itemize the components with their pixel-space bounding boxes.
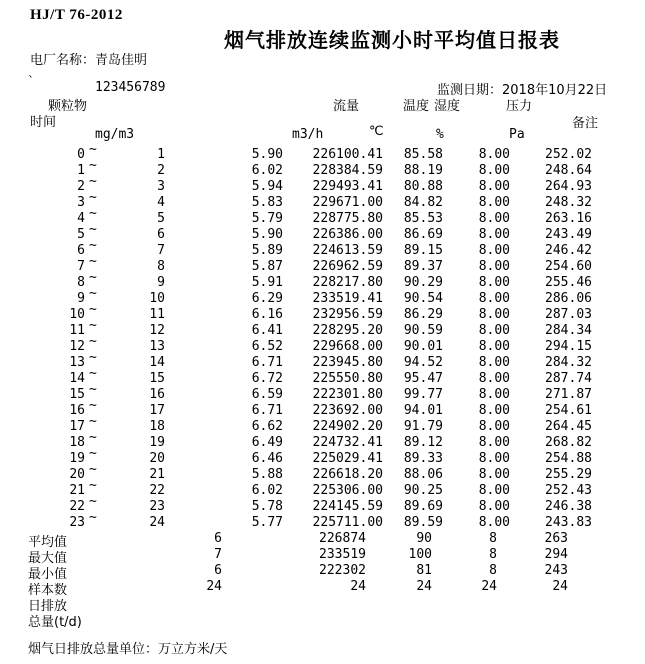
temperature-value: 90.59 <box>403 323 443 338</box>
time-start-value: 15 <box>69 387 85 402</box>
time-end-value: 13 <box>149 339 165 354</box>
summary-label: 最小值 <box>28 567 68 582</box>
time-start-value: 1 <box>77 163 85 178</box>
humidity-value: 8.00 <box>478 195 510 210</box>
summary-temperature-value: 90 <box>416 531 432 546</box>
summary-humidity-value: 8 <box>489 547 497 562</box>
humidity-value: 8.00 <box>478 275 510 290</box>
flow-value: 224902.20 <box>312 419 383 434</box>
temperature-value: 89.37 <box>403 259 443 274</box>
pressure-value: 294.15 <box>545 339 592 354</box>
time-start-value: 11 <box>69 323 85 338</box>
temperature-value: 86.69 <box>403 227 443 242</box>
time-range-tilde: ~ <box>89 254 97 269</box>
flow-value: 223692.00 <box>312 403 383 418</box>
pressure-value: 255.29 <box>545 467 592 482</box>
temperature-value: 84.82 <box>403 195 443 210</box>
temperature-value: 90.29 <box>403 275 443 290</box>
particulate-value: 6.52 <box>251 339 283 354</box>
time-range-tilde: ~ <box>89 270 97 285</box>
humidity-value: 8.00 <box>478 419 510 434</box>
temperature-value: 86.29 <box>403 307 443 322</box>
time-end-value: 18 <box>149 419 165 434</box>
time-range-tilde: ~ <box>89 350 97 365</box>
time-start-value: 23 <box>69 515 85 530</box>
flow-value: 228217.80 <box>312 275 383 290</box>
time-start-value: 17 <box>69 419 85 434</box>
serial-number: 123456789 <box>95 80 166 95</box>
humidity-value: 8.00 <box>478 483 510 498</box>
time-start-value: 0 <box>77 147 85 162</box>
particulate-value: 6.41 <box>251 323 283 338</box>
flow-value: 225029.41 <box>312 451 383 466</box>
summary-particulate-value: 6 <box>214 563 222 578</box>
summary-label: 最大值 <box>28 551 68 566</box>
time-end-value: 5 <box>157 211 165 226</box>
time-end-value: 3 <box>157 179 165 194</box>
time-end-value: 19 <box>149 435 165 450</box>
pressure-value: 264.45 <box>545 419 592 434</box>
summary-humidity-value: 8 <box>489 563 497 578</box>
time-end-value: 15 <box>149 371 165 386</box>
time-end-value: 9 <box>157 275 165 290</box>
flow-value: 226386.00 <box>312 227 383 242</box>
time-range-tilde: ~ <box>89 382 97 397</box>
pressure-value: 252.43 <box>545 483 592 498</box>
flow-value: 225550.80 <box>312 371 383 386</box>
temperature-value: 90.54 <box>403 291 443 306</box>
particulate-value: 5.89 <box>251 243 283 258</box>
pressure-value: 248.32 <box>545 195 592 210</box>
temperature-value: 94.01 <box>403 403 443 418</box>
time-range-tilde: ~ <box>89 206 97 221</box>
humidity-value: 8.00 <box>478 323 510 338</box>
summary-label: 样本数 <box>28 583 68 598</box>
temperature-value: 89.15 <box>403 243 443 258</box>
time-end-value: 4 <box>157 195 165 210</box>
time-start-value: 7 <box>77 259 85 274</box>
summary-humidity-value: 8 <box>489 531 497 546</box>
time-start-value: 5 <box>77 227 85 242</box>
particulate-value: 6.16 <box>251 307 283 322</box>
time-start-value: 22 <box>69 499 85 514</box>
summary-particulate-value: 7 <box>214 547 222 562</box>
time-range-tilde: ~ <box>89 366 97 381</box>
pressure-value: 243.49 <box>545 227 592 242</box>
summary-flow-value: 226874 <box>319 531 366 546</box>
time-range-tilde: ~ <box>89 334 97 349</box>
time-range-tilde: ~ <box>89 158 97 173</box>
particulate-value: 6.49 <box>251 435 283 450</box>
temperature-value: 90.01 <box>403 339 443 354</box>
flow-value: 223945.80 <box>312 355 383 370</box>
time-start-value: 14 <box>69 371 85 386</box>
flow-value: 228775.80 <box>312 211 383 226</box>
time-end-value: 16 <box>149 387 165 402</box>
time-start-value: 13 <box>69 355 85 370</box>
time-start-value: 21 <box>69 483 85 498</box>
unit-pressure: Pa <box>509 127 525 142</box>
pressure-value: 248.64 <box>545 163 592 178</box>
flow-value: 228384.59 <box>312 163 383 178</box>
time-start-value: 8 <box>77 275 85 290</box>
col-header-flow: 流量 <box>333 99 360 114</box>
flow-value: 229493.41 <box>312 179 383 194</box>
time-start-value: 4 <box>77 211 85 226</box>
col-header-pressure: 压力 <box>506 99 533 114</box>
time-start-value: 16 <box>69 403 85 418</box>
time-end-value: 17 <box>149 403 165 418</box>
time-range-tilde: ~ <box>89 142 97 157</box>
time-end-value: 8 <box>157 259 165 274</box>
time-range-tilde: ~ <box>89 478 97 493</box>
time-end-value: 10 <box>149 291 165 306</box>
temperature-value: 89.69 <box>403 499 443 514</box>
particulate-value: 5.90 <box>251 147 283 162</box>
summary-pressure-value: 24 <box>552 579 568 594</box>
table-row <box>0 510 645 531</box>
summary-humidity-value: 24 <box>481 579 497 594</box>
humidity-value: 8.00 <box>478 291 510 306</box>
particulate-value: 6.71 <box>251 403 283 418</box>
summary-flow-value: 233519 <box>319 547 366 562</box>
time-end-value: 7 <box>157 243 165 258</box>
humidity-value: 8.00 <box>478 355 510 370</box>
humidity-value: 8.00 <box>478 403 510 418</box>
temperature-value: 88.19 <box>403 163 443 178</box>
summary-row <box>0 547 645 566</box>
humidity-value: 8.00 <box>478 307 510 322</box>
temperature-value: 85.58 <box>403 147 443 162</box>
footer-note: 烟气日排放总量单位：万立方米/天 <box>28 642 228 657</box>
particulate-value: 6.59 <box>251 387 283 402</box>
pressure-value: 254.88 <box>545 451 592 466</box>
time-end-value: 21 <box>149 467 165 482</box>
time-end-value: 22 <box>149 483 165 498</box>
summary-pressure-value: 294 <box>544 547 568 562</box>
pressure-value: 255.46 <box>545 275 592 290</box>
time-range-tilde: ~ <box>89 494 97 509</box>
temperature-value: 88.06 <box>403 467 443 482</box>
summary-pressure-value: 243 <box>544 563 568 578</box>
time-end-value: 20 <box>149 451 165 466</box>
humidity-value: 8.00 <box>478 371 510 386</box>
particulate-value: 5.79 <box>251 211 283 226</box>
particulate-value: 5.94 <box>251 179 283 194</box>
pressure-value: 268.82 <box>545 435 592 450</box>
temperature-value: 89.12 <box>403 435 443 450</box>
humidity-value: 8.00 <box>478 339 510 354</box>
humidity-value: 8.00 <box>478 147 510 162</box>
flow-value: 225711.00 <box>312 515 383 530</box>
particulate-value: 6.71 <box>251 355 283 370</box>
temperature-value: 95.47 <box>403 371 443 386</box>
particulate-value: 5.87 <box>251 259 283 274</box>
pressure-value: 246.42 <box>545 243 592 258</box>
pressure-value: 254.61 <box>545 403 592 418</box>
time-range-tilde: ~ <box>89 302 97 317</box>
unit-flow: m3/h <box>292 127 324 142</box>
time-range-tilde: ~ <box>89 446 97 461</box>
particulate-value: 6.29 <box>251 291 283 306</box>
flow-value: 232956.59 <box>312 307 383 322</box>
pressure-value: 252.02 <box>545 147 592 162</box>
time-range-tilde: ~ <box>89 190 97 205</box>
time-end-value: 2 <box>157 163 165 178</box>
pressure-value: 263.16 <box>545 211 592 226</box>
time-range-tilde: ~ <box>89 430 97 445</box>
flow-value: 233519.41 <box>312 291 383 306</box>
time-range-tilde: ~ <box>89 510 97 525</box>
tick-mark: ` <box>28 74 34 88</box>
particulate-value: 5.77 <box>251 515 283 530</box>
time-start-value: 3 <box>77 195 85 210</box>
temperature-value: 99.77 <box>403 387 443 402</box>
humidity-value: 8.00 <box>478 499 510 514</box>
particulate-value: 6.62 <box>251 419 283 434</box>
humidity-value: 8.00 <box>478 211 510 226</box>
col-header-temperature: 温度 <box>403 99 430 114</box>
monitor-date: 监测日期：2018年10月22日 <box>437 83 608 98</box>
temperature-value: 85.53 <box>403 211 443 226</box>
report-title: 烟气排放连续监测小时平均值日报表 <box>224 28 560 52</box>
time-range-tilde: ~ <box>89 174 97 189</box>
time-end-value: 14 <box>149 355 165 370</box>
particulate-value: 5.88 <box>251 467 283 482</box>
time-end-value: 12 <box>149 323 165 338</box>
flow-value: 226962.59 <box>312 259 383 274</box>
pressure-value: 284.34 <box>545 323 592 338</box>
humidity-value: 8.00 <box>478 467 510 482</box>
pressure-value: 287.74 <box>545 371 592 386</box>
flow-value: 224613.59 <box>312 243 383 258</box>
time-start-value: 20 <box>69 467 85 482</box>
temperature-value: 80.88 <box>403 179 443 194</box>
particulate-value: 6.72 <box>251 371 283 386</box>
pressure-value: 243.83 <box>545 515 592 530</box>
humidity-value: 8.00 <box>478 435 510 450</box>
summary-row <box>0 531 645 550</box>
flow-value: 226100.41 <box>312 147 383 162</box>
particulate-value: 5.90 <box>251 227 283 242</box>
flow-value: 222301.80 <box>312 387 383 402</box>
summary-particulate-value: 24 <box>206 579 222 594</box>
daily-emission-label-line2: 总量(t/d) <box>28 615 82 630</box>
summary-flow-value: 222302 <box>319 563 366 578</box>
summary-row <box>0 563 645 582</box>
temperature-value: 90.25 <box>403 483 443 498</box>
humidity-value: 8.00 <box>478 163 510 178</box>
summary-row <box>0 579 645 598</box>
time-end-value: 23 <box>149 499 165 514</box>
time-end-value: 1 <box>157 147 165 162</box>
humidity-value: 8.00 <box>478 515 510 530</box>
humidity-value: 8.00 <box>478 243 510 258</box>
time-start-value: 10 <box>69 307 85 322</box>
flow-value: 229671.00 <box>312 195 383 210</box>
time-start-value: 18 <box>69 435 85 450</box>
pressure-value: 254.60 <box>545 259 592 274</box>
flow-value: 224732.41 <box>312 435 383 450</box>
flow-value: 225306.00 <box>312 483 383 498</box>
pressure-value: 246.38 <box>545 499 592 514</box>
pressure-value: 286.06 <box>545 291 592 306</box>
temperature-value: 89.33 <box>403 451 443 466</box>
flow-value: 224145.59 <box>312 499 383 514</box>
col-header-humidity: 湿度 <box>434 99 461 114</box>
pressure-value: 287.03 <box>545 307 592 322</box>
time-start-value: 2 <box>77 179 85 194</box>
time-range-tilde: ~ <box>89 222 97 237</box>
time-range-tilde: ~ <box>89 318 97 333</box>
time-end-value: 11 <box>149 307 165 322</box>
time-range-tilde: ~ <box>89 238 97 253</box>
humidity-value: 8.00 <box>478 451 510 466</box>
particulate-value: 5.83 <box>251 195 283 210</box>
summary-pressure-value: 263 <box>544 531 568 546</box>
temperature-value: 94.52 <box>403 355 443 370</box>
col-header-particulate: 颗粒物 <box>48 99 88 114</box>
plant-name: 电厂名称：青岛佳明 <box>30 53 148 68</box>
time-start-value: 19 <box>69 451 85 466</box>
time-start-value: 9 <box>77 291 85 306</box>
flow-value: 229668.00 <box>312 339 383 354</box>
pressure-value: 284.32 <box>545 355 592 370</box>
temperature-value: 91.79 <box>403 419 443 434</box>
temperature-value: 89.59 <box>403 515 443 530</box>
flow-value: 228295.20 <box>312 323 383 338</box>
humidity-value: 8.00 <box>478 179 510 194</box>
daily-emission-label-line1: 日排放 <box>28 599 68 614</box>
time-range-tilde: ~ <box>89 462 97 477</box>
col-header-time: 时间 <box>30 115 57 130</box>
summary-flow-value: 24 <box>350 579 366 594</box>
unit-particulate: mg/m3 <box>95 127 135 142</box>
summary-temperature-value: 100 <box>408 547 432 562</box>
summary-label: 平均值 <box>28 535 68 550</box>
humidity-value: 8.00 <box>478 259 510 274</box>
standard-number: HJ/T 76-2012 <box>30 7 123 23</box>
pressure-value: 271.87 <box>545 387 592 402</box>
flow-value: 226618.20 <box>312 467 383 482</box>
pressure-value: 264.93 <box>545 179 592 194</box>
particulate-value: 5.91 <box>251 275 283 290</box>
time-end-value: 6 <box>157 227 165 242</box>
particulate-value: 6.02 <box>251 163 283 178</box>
time-range-tilde: ~ <box>89 286 97 301</box>
time-start-value: 12 <box>69 339 85 354</box>
particulate-value: 5.78 <box>251 499 283 514</box>
time-range-tilde: ~ <box>89 398 97 413</box>
summary-temperature-value: 24 <box>416 579 432 594</box>
time-range-tilde: ~ <box>89 414 97 429</box>
humidity-value: 8.00 <box>478 387 510 402</box>
particulate-value: 6.02 <box>251 483 283 498</box>
humidity-value: 8.00 <box>478 227 510 242</box>
unit-humidity: % <box>436 127 444 142</box>
time-end-value: 24 <box>149 515 165 530</box>
time-start-value: 6 <box>77 243 85 258</box>
col-header-remark: 备注 <box>572 116 599 131</box>
unit-temperature: ℃ <box>369 124 384 139</box>
particulate-value: 6.46 <box>251 451 283 466</box>
summary-temperature-value: 81 <box>416 563 432 578</box>
summary-particulate-value: 6 <box>214 531 222 546</box>
